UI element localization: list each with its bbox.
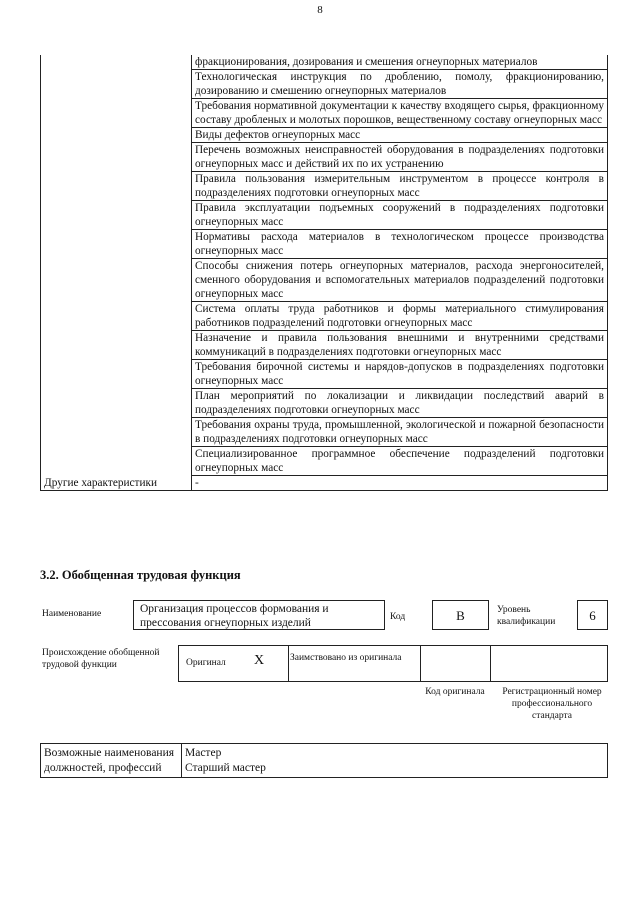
positions-table [40, 743, 608, 778]
function-title: Организация процессов формования и прессования огнеупорных изделий [133, 600, 385, 630]
requirement-label-cell [41, 331, 192, 360]
requirement-row [41, 201, 608, 230]
section-heading: 3.2. Обобщенная трудовая функция [40, 568, 241, 582]
borrowed-label: Заимствовано из оригинала [290, 653, 402, 663]
requirement-row [41, 230, 608, 259]
page-number: 8 [317, 4, 323, 16]
requirement-text: Назначение и правила пользования внешними и внутренними средствами коммуникаций в подразделениях подготовки огнеупорных масс [192, 331, 608, 360]
requirement-row [41, 418, 608, 447]
requirement-label-cell [41, 143, 192, 172]
requirement-text: фракционирования, дозирования и смешения огнеупорных материалов [192, 55, 608, 70]
other-characteristics-label: Другие характеристики [41, 476, 192, 491]
positions-values [182, 744, 608, 778]
requirement-text: План мероприятий по локализации и ликвидации последствий аварий в подразделениях подготовки огнеупорных масс [192, 389, 608, 418]
reg-number-label: Регистрационный номер профессионального стандарта [502, 687, 602, 721]
requirement-label-cell [41, 302, 192, 331]
requirement-label-cell [41, 418, 192, 447]
requirement-label-cell [41, 230, 192, 259]
code-original-label: Код оригинала [425, 687, 485, 697]
requirement-row [41, 259, 608, 302]
requirement-text: Система оплаты труда работников и формы материального стимулирования работников подразделений подготовки огнеупорных масс [192, 302, 608, 331]
position-item: Старший мастер [185, 761, 266, 774]
requirement-row [41, 128, 608, 143]
requirement-row [41, 55, 608, 70]
requirement-text: Правила эксплуатации подъемных сооружений в подразделениях подготовки огнеупорных масс [192, 201, 608, 230]
original-label: Оригинал [186, 658, 226, 668]
requirement-label-cell [41, 70, 192, 99]
requirement-row [41, 447, 608, 476]
requirement-text: Требования бирочной системы и нарядов-допусков в подразделениях подготовки огнеупорных масс [192, 360, 608, 389]
requirement-text: Специализированное программное обеспечение подразделений подготовки огнеупорных масс [192, 447, 608, 476]
requirement-text: Виды дефектов огнеупорных масс [192, 128, 608, 143]
requirement-row [41, 143, 608, 172]
code-original-cell [421, 646, 491, 681]
requirement-text: Правила пользования измерительным инструментом в процессе контроля в подразделениях подготовки огнеупорных масс [192, 172, 608, 201]
requirement-row [41, 331, 608, 360]
requirement-label-cell [41, 99, 192, 128]
requirement-label-cell [41, 389, 192, 418]
requirement-text: Технологическая инструкция по дроблению, помолу, фракционированию, дозированию и смешению огнеупорных материалов [192, 70, 608, 99]
requirement-label-cell [41, 128, 192, 143]
position-item: Мастер [185, 747, 222, 759]
requirement-row [41, 99, 608, 128]
requirement-row [41, 172, 608, 201]
other-characteristics-row [41, 476, 608, 491]
origin-label: Происхождение обобщенной трудовой функции [42, 648, 160, 670]
code-label: Код [390, 612, 406, 622]
requirement-text: Требования нормативной документации к качеству входящего сырья, фракционному составу дробленых и молотых порошков, вещественному составу огнеупорных масс [192, 99, 608, 128]
requirement-label-cell [41, 201, 192, 230]
requirement-row [41, 389, 608, 418]
requirement-text: Требования охраны труда, промышленной, экологической и пожарной безопасности в подразделениях подготовки огнеупорных масс [192, 418, 608, 447]
requirement-text: Способы снижения потерь огнеупорных материалов, расхода энергоносителей, сменного оборудования и вспомогательных материалов подразделений подготовки огнеупорных масс [192, 259, 608, 302]
function-name-label: Наименование [42, 609, 102, 619]
requirement-row [41, 70, 608, 99]
requirement-text: Нормативы расхода материалов в технологическом процессе производства огнеупорных масс [192, 230, 608, 259]
requirement-row [41, 360, 608, 389]
qualification-level: 6 [577, 600, 608, 630]
qualification-level-label: Уровень квалификации [497, 605, 556, 627]
requirement-label-cell [41, 360, 192, 389]
function-code: B [432, 600, 489, 630]
positions-label: Возможные наименования должностей, профессий [41, 744, 182, 778]
original-mark: X [254, 653, 265, 668]
requirement-label-cell [41, 259, 192, 302]
requirement-label-cell [41, 447, 192, 476]
requirements-table [40, 55, 608, 491]
requirement-label-cell [41, 55, 192, 70]
requirement-label-cell [41, 172, 192, 201]
other-characteristics-value: - [192, 476, 608, 491]
requirement-row [41, 302, 608, 331]
requirement-text: Перечень возможных неисправностей оборудования в подразделениях подготовки огнеупорных масс и действий их по их устранению [192, 143, 608, 172]
